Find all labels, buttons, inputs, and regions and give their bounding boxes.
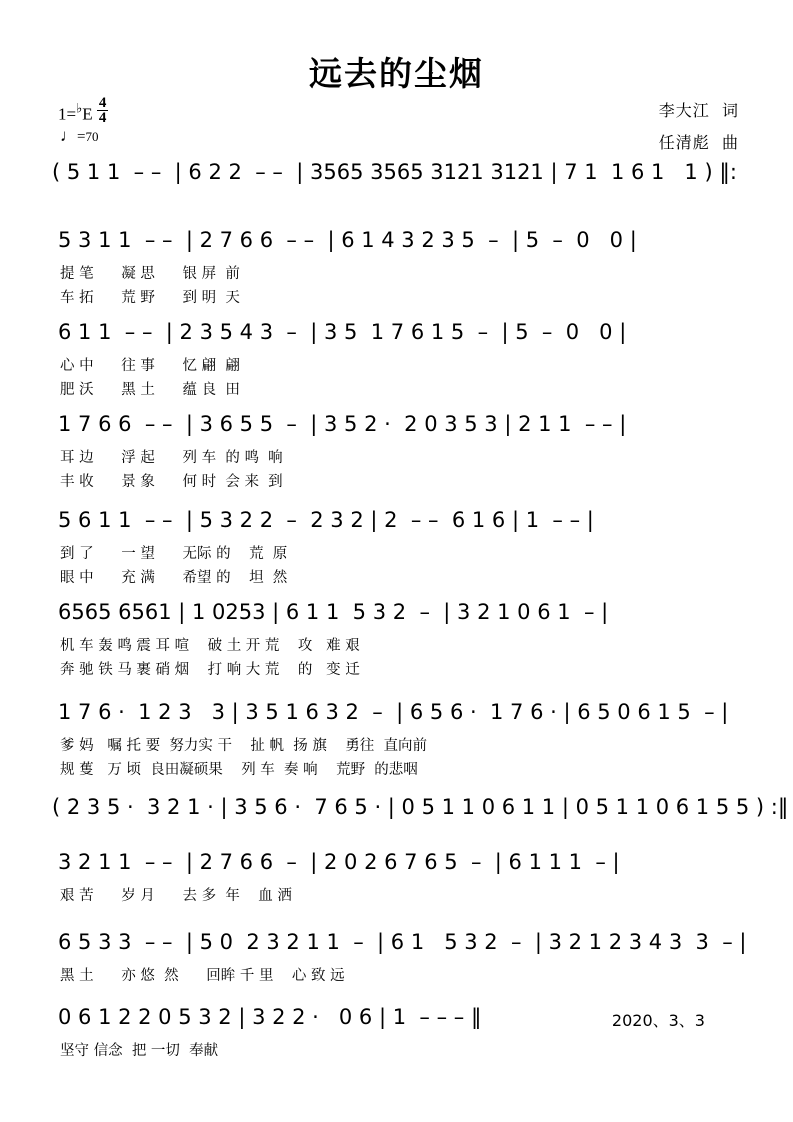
system-5-lyrics-verse1: 到 了 一 望 无际 的 荒 原	[60, 546, 288, 562]
meter-numerator: 4	[98, 95, 107, 111]
system-4-notes: 1 7 6 6 – – | 3 6 5 5 – | 3 5 2 · 2 0 3 5 3 | 2 1 1 – – |	[58, 412, 627, 436]
meter-denominator: 4	[98, 110, 107, 127]
system-3-lyrics-verse1: 心 中 往 事 忆 翩 翩	[60, 358, 240, 374]
system-1-notes: ( 5 1 1 – – | 6 2 2 – – | 3565 3565 3121 3121 | 7 1 1 6 1 1 ) ‖:	[52, 160, 737, 184]
tempo-bpm: 70	[85, 129, 99, 144]
system-10-lyrics-verse1: 黑 土 亦 悠 然 回眸 千 里 心 致 远	[60, 968, 345, 984]
system-7-lyrics-verse2: 规 蒦 万 顷 良田凝硕果 列 车 奏 响 荒野 的悲咽	[60, 762, 418, 778]
credit-lyricist	[659, 98, 739, 121]
system-7-lyrics-verse1: 爹 妈 嘱 托 要 努力实 干 扯 帆 扬 旗 勇往 直向前	[60, 738, 428, 754]
flat-sign: ♭	[76, 100, 83, 116]
system-4-lyrics-verse2: 丰 收 景 象 何 时 会 来 到	[60, 474, 283, 490]
lyricist-role: 词	[721, 101, 739, 120]
composition-date: 2020、3、3	[611, 1011, 705, 1030]
system-11-lyrics-verse1: 坚守 信念 把 一切 奉献	[60, 1043, 219, 1059]
system-4-lyrics-verse1: 耳 边 浮 起 列 车 的 鸣 响	[60, 450, 283, 466]
system-9-lyrics-verse1: 艰 苦 岁 月 去 多 年 血 洒	[60, 888, 292, 904]
system-7-notes: 1 7 6 · 1 2 3 3 | 3 5 1 6 3 2 – | 6 5 6 · 1 7 6 · | 6 5 0 6 1 5 – |	[58, 700, 729, 724]
composer-role: 曲	[721, 133, 739, 152]
system-3-lyrics-verse2: 肥 沃 黑 土 蕴 良 田	[60, 382, 240, 398]
system-6-lyrics-verse1: 机 车 轰 鸣 震 耳 喧 破 土 开 荒 攻 难 艰	[60, 638, 360, 654]
key-letter: E	[82, 104, 93, 124]
key-prefix: 1=	[58, 104, 77, 124]
system-10-notes: 6 5 3 3 – – | 5 0 2 3 2 1 1 – | 6 1 5 3 2 – | 3 2 1 2 3 4 3 3 – |	[58, 930, 747, 954]
credit-composer	[659, 130, 739, 153]
system-2-lyrics-verse2: 车 拓 荒 野 到 明 天	[60, 290, 240, 306]
page-title: 远去的尘烟	[309, 54, 484, 93]
system-9-notes: 3 2 1 1 – – | 2 7 6 6 – | 2 0 2 6 7 6 5 – | 6 1 1 1 – |	[58, 850, 620, 874]
system-6-lyrics-verse2: 奔 驰 铁 马 裹 硝 烟 打 响 大 荒 的 变 迁	[60, 662, 360, 678]
time-signature	[97, 96, 109, 126]
system-8-notes: ( 2 3 5 · 3 2 1 · | 3 5 6 · 7 6 5 · | 0 5 1 1 0 6 1 1 | 0 5 1 1 0 6 1 5 5 ) :‖	[52, 795, 789, 819]
system-2-notes: 5 3 1 1 – – | 2 7 6 6 – – | 6 1 4 3 2 3 5 – | 5 – 0 0 |	[58, 228, 637, 252]
quarter-note-icon: ♩	[60, 126, 77, 145]
system-5-lyrics-verse2: 眼 中 充 满 希望 的 坦 然	[60, 570, 288, 586]
system-5-notes: 5 6 1 1 – – | 5 3 2 2 – 2 3 2 | 2 – – 6 1 6 | 1 – – |	[58, 508, 594, 532]
system-3-notes: 6 1 1 – – | 2 3 5 4 3 – | 3 5 1 7 6 1 5 – | 5 – 0 0 |	[58, 320, 627, 344]
system-11-notes: 0 6 1 2 2 0 5 3 2 | 3 2 2 · 0 6 | 1 – – – ‖	[58, 1005, 482, 1029]
tempo-marking	[60, 126, 98, 146]
system-6-notes: 6565 6561 | 1 0253 | 6 1 1 5 3 2 – | 3 2 1 0 6 1 – |	[58, 600, 609, 624]
composer-name: 任清彪	[658, 133, 710, 152]
system-2-lyrics-verse1: 提 笔 凝 思 银 屏 前	[60, 266, 240, 282]
tempo-equals: =	[77, 129, 86, 145]
key-signature	[58, 96, 108, 126]
lyricist-name: 李大江	[658, 101, 710, 120]
